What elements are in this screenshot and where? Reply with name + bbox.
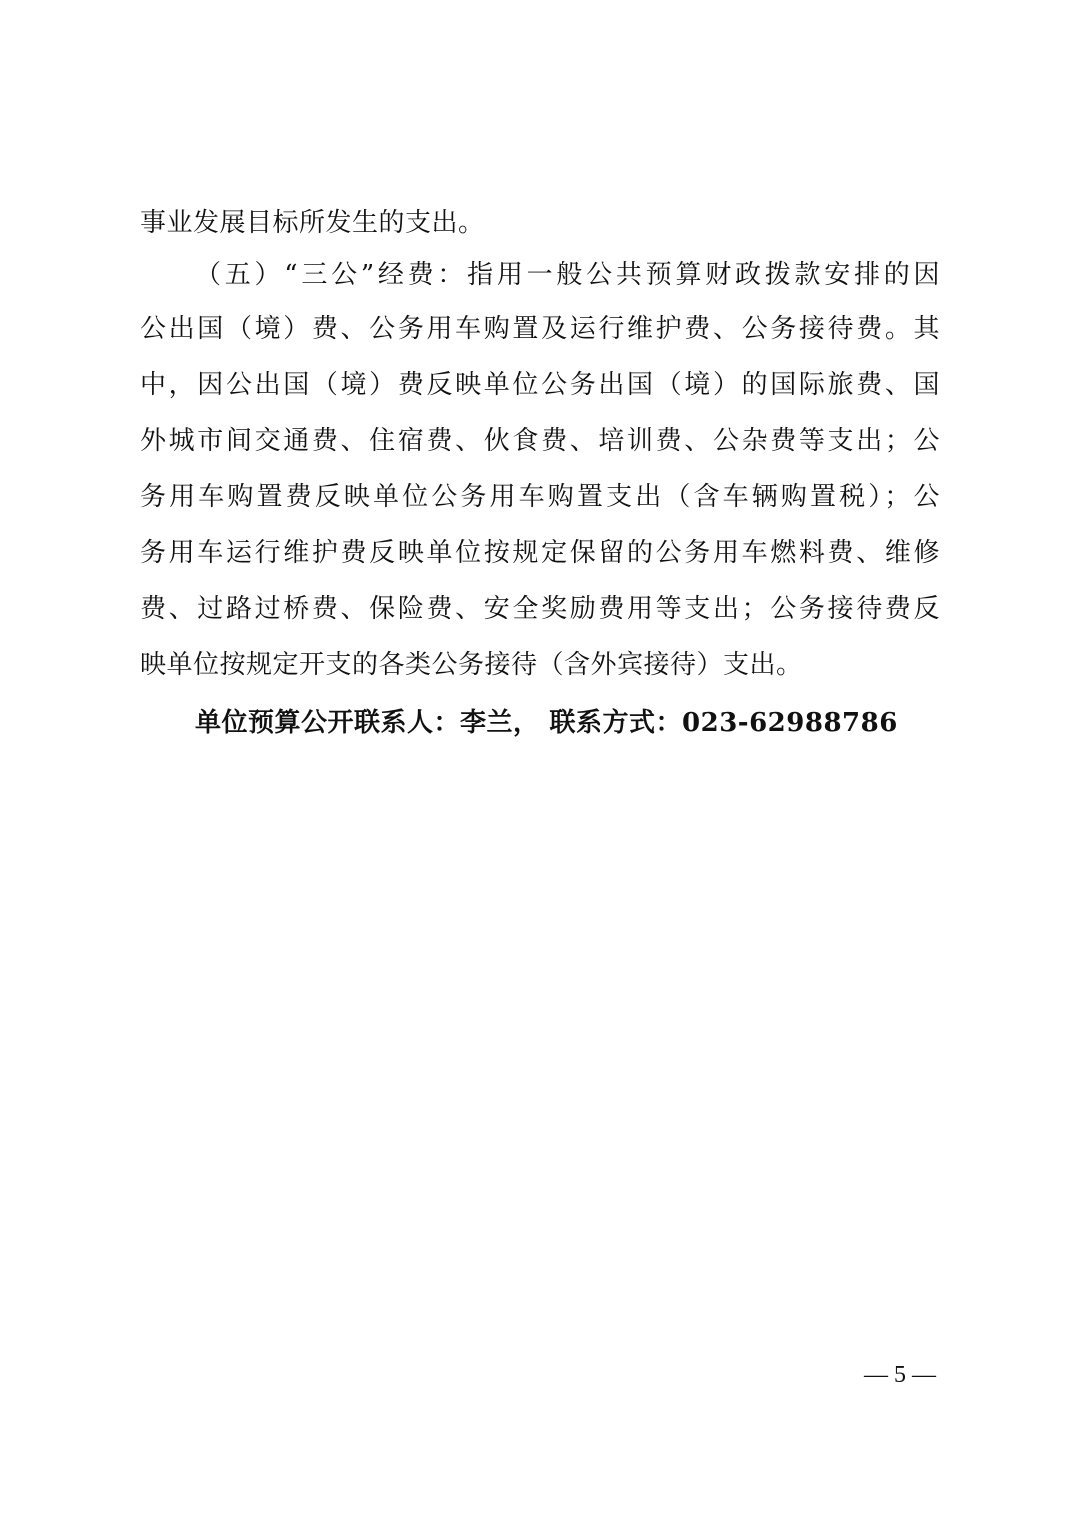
body-line-2: （五）“三公”经费：指用一般公共预算财政拨款安排的因 xyxy=(195,260,940,290)
body-line-4: 中，因公出国（境）费反映单位公务出国（境）的国际旅费、国 xyxy=(140,370,940,400)
contact-phone: 联系方式：023-62988786 xyxy=(549,708,898,738)
body-line-7: 务用车运行维护费反映单位按规定保留的公务用车燃料费、维修 xyxy=(140,538,940,568)
contact-person: 单位预算公开联系人：李兰， xyxy=(195,708,540,738)
body-line-1: 事业发展目标所发生的支出。 xyxy=(140,208,485,238)
page-number: — 5 — xyxy=(864,1362,936,1388)
body-line-8: 费、过路过桥费、保险费、安全奖励费用等支出；公务接待费反 xyxy=(140,594,940,624)
body-line-3: 公出国（境）费、公务用车购置及运行维护费、公务接待费。其 xyxy=(140,314,940,344)
body-line-6: 务用车购置费反映单位公务用车购置支出（含车辆购置税）；公 xyxy=(140,482,940,512)
body-line-9: 映单位按规定开支的各类公务接待（含外宾接待）支出。 xyxy=(140,650,803,680)
budget-contact-line xyxy=(195,703,940,743)
body-line-5: 外城市间交通费、住宿费、伙食费、培训费、公杂费等支出；公 xyxy=(140,426,940,456)
